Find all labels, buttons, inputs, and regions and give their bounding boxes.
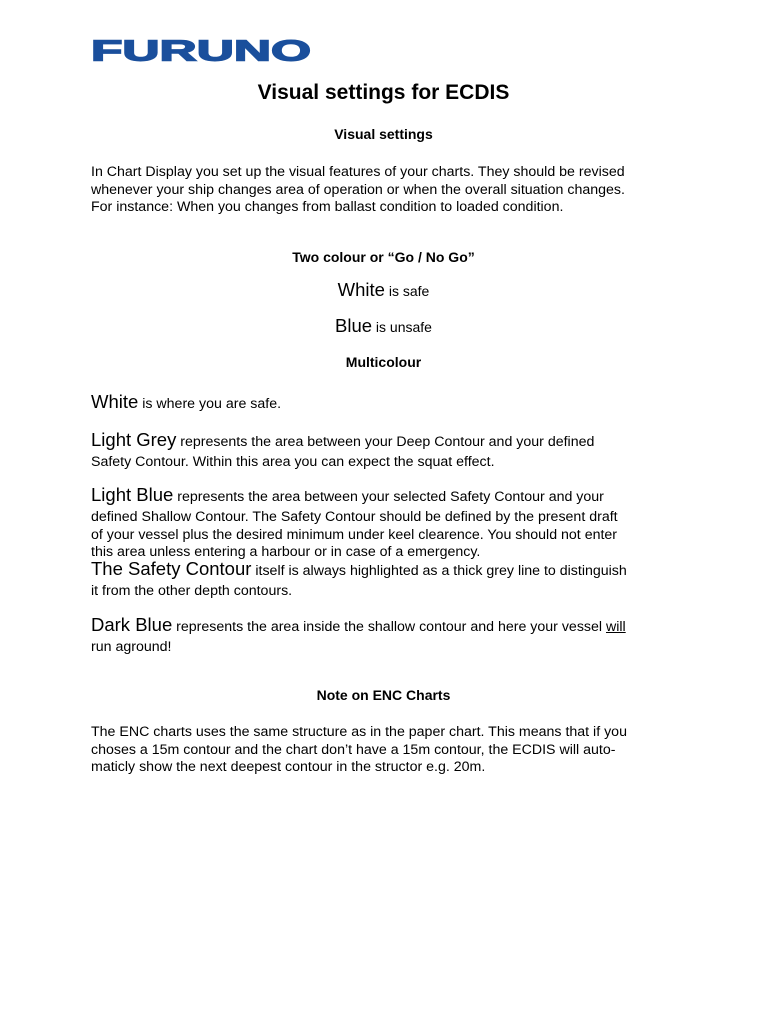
document-title: Visual settings for ECDIS <box>257 81 510 104</box>
two-colour-white-line <box>91 278 676 303</box>
paragraph-line: choses a 15m contour and the chart don’t have a 15m contour, the ECDIS will auto- <box>91 741 616 758</box>
white-description: is safe <box>384 283 430 299</box>
light-blue-term: Light Blue <box>91 484 174 505</box>
visual-settings-heading: Visual settings <box>334 126 433 142</box>
dark-blue-description: represents the area inside the shallow contour and here your vessel <box>172 619 606 635</box>
light-grey-entry <box>91 428 691 472</box>
two-colour-heading: Two colour or “Go / No Go” <box>292 249 475 265</box>
white-description: is where you are safe. <box>138 396 282 412</box>
paragraph-line: it from the other depth contours. <box>91 583 293 599</box>
white-term: White <box>91 391 139 412</box>
furuno-logo-graphic <box>91 38 311 63</box>
visual-settings-paragraph <box>91 164 691 217</box>
entry-first-line <box>91 613 691 639</box>
paragraph-line: Safety Contour. Within this area you can expect the squat effect. <box>91 454 495 470</box>
white-term: White <box>337 279 385 300</box>
paragraph-line: this area unless entering a harbour or in case of a emergency. <box>91 544 481 560</box>
dark-blue-term: Dark Blue <box>91 614 173 635</box>
entry-first-line <box>91 483 691 509</box>
entry-first-line <box>91 557 691 583</box>
light-blue-description: represents the area between your selected Safety Contour and your <box>173 489 604 505</box>
safety-contour-term: The Safety Contour <box>91 558 252 579</box>
multicolour-heading: Multicolour <box>345 354 422 370</box>
blue-description: is unsafe <box>372 319 432 335</box>
light-grey-term: Light Grey <box>91 429 177 450</box>
paragraph-line: of your vessel plus the desired minimum under keel clearence. You should not enter <box>91 526 618 543</box>
two-colour-blue-line <box>91 314 676 339</box>
dark-blue-entry <box>91 613 691 657</box>
enc-charts-paragraph <box>91 724 691 777</box>
paragraph-line: defined Shallow Contour. The Safety Contour should be defined by the present draft <box>91 509 618 525</box>
dark-blue-emphasis: will <box>606 619 626 635</box>
furuno-logo-text: FURUNO <box>91 38 311 63</box>
light-grey-description: represents the area between your Deep Contour and your defined <box>176 434 595 450</box>
paragraph-line: In Chart Display you set up the visual features of your charts. They should be revised <box>91 164 625 180</box>
paragraph-line: For instance: When you changes from ballast condition to loaded condition. <box>91 199 564 215</box>
paragraph-line: The ENC charts uses the same structure as in the paper chart. This means that if you <box>91 724 627 740</box>
safety-contour-description: itself is always highlighted as a thick grey line to distinguish <box>251 563 627 579</box>
paragraph-line: run aground! <box>91 639 172 655</box>
entry-first-line <box>91 428 691 454</box>
paragraph-line: whenever your ship changes area of operation or when the overall situation changes. <box>91 181 625 198</box>
blue-term: Blue <box>335 315 373 336</box>
furuno-logo <box>91 38 311 63</box>
paragraph-line: maticly show the next deepest contour in the structor e.g. 20m. <box>91 759 486 775</box>
multicolour-white-entry <box>91 390 691 416</box>
safety-contour-entry <box>91 557 691 601</box>
light-blue-entry <box>91 483 691 562</box>
enc-charts-heading: Note on ENC Charts <box>316 687 451 703</box>
